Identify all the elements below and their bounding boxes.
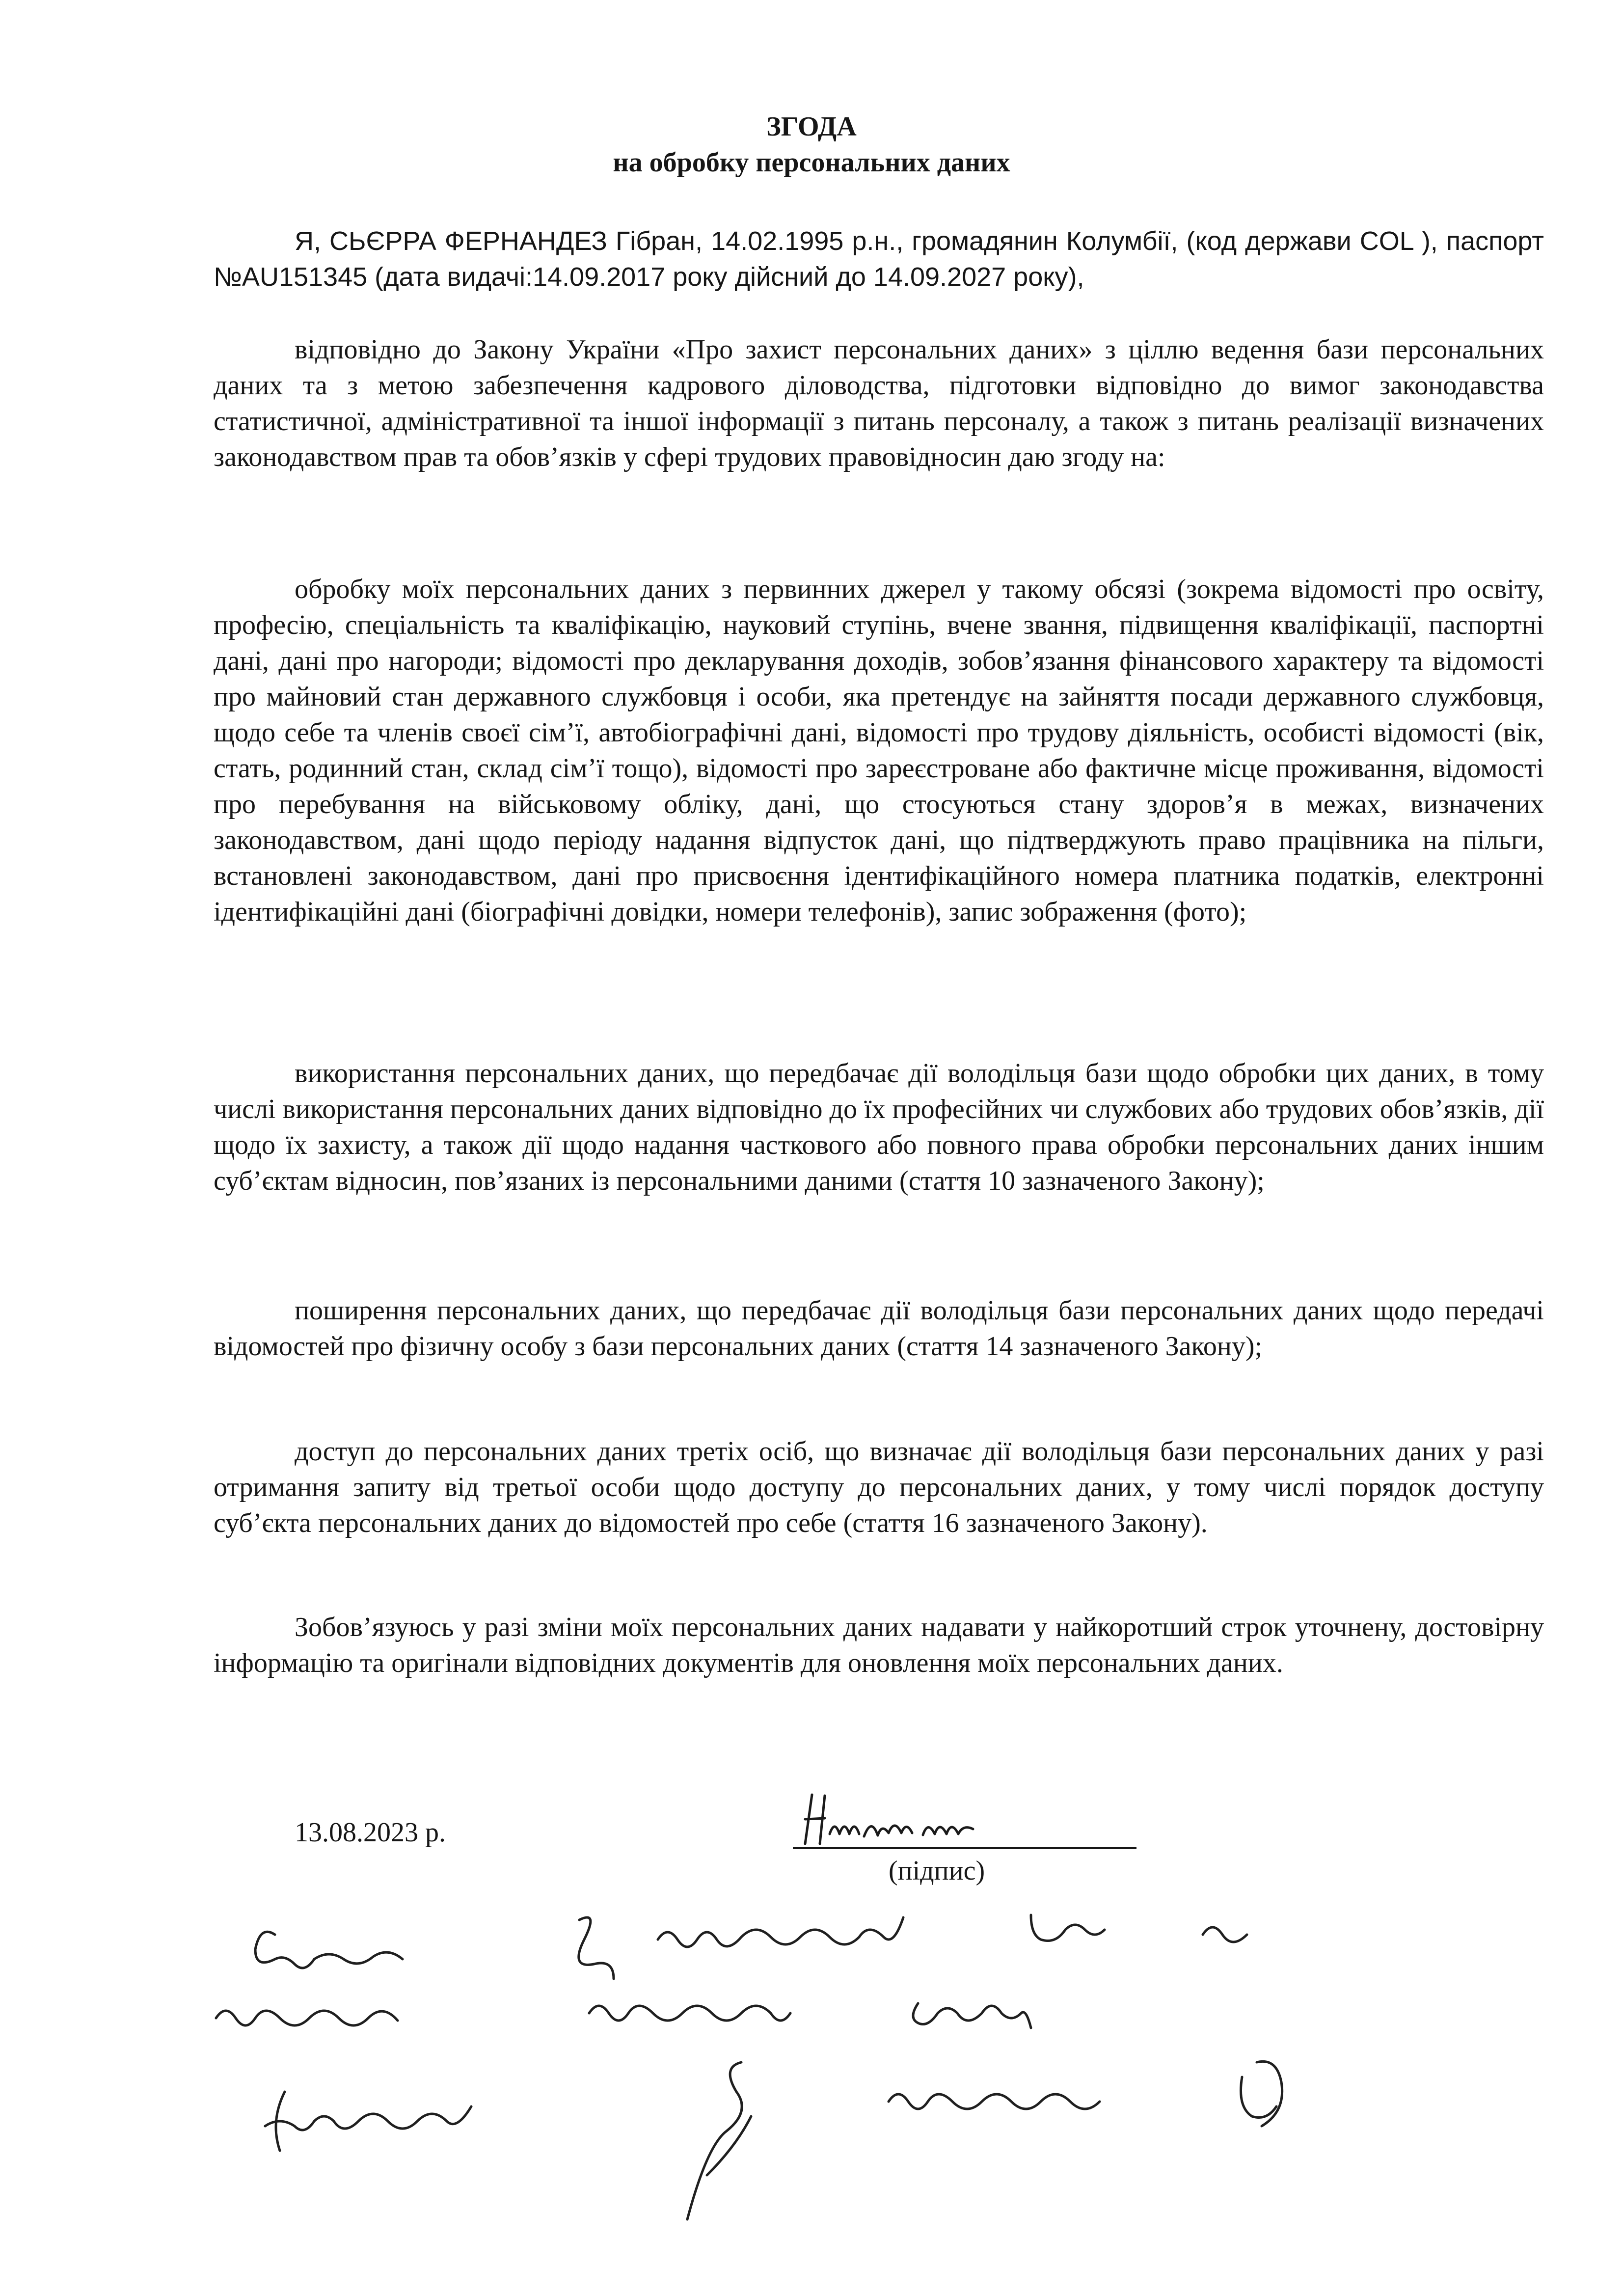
signature-caption: (підпис) xyxy=(889,1856,985,1886)
paragraph-obligation: Зобов’язуюсь у разі зміни моїх персональних даних надавати у найкоротший строк уточнену, достовірну інформацію та оригінали відповідних документів для оновлення моїх персональних даних. xyxy=(214,1612,1544,1678)
intro-paragraph: Я, СЬЄРРА ФЕРНАНДЕЗ Гібран, 14.02.1995 р.н., громадянин Колумбії, (код держави COL ), паспорт №AU151345 (дата видачі:14.09.2017 року дійсний до 14.09.2027 року), xyxy=(214,226,1544,292)
paragraph-law-basis: відповідно до Закону України «Про захист персональних даних» з ціллю ведення бази персональних даних та з метою забезпечення кадрового діловодства, підготовки відповідно до вимог законодавства статистичної, адміністративної та іншої інформації з питань персоналу, а також з питань реалізації визначених законодавством прав та обов’язків у сфері трудових правовідносин даю згоду на: xyxy=(214,334,1544,472)
document-title: ЗГОДА xyxy=(766,111,857,142)
document-date: 13.08.2023 р. xyxy=(295,1817,446,1848)
signature-line xyxy=(793,1847,1136,1849)
document-subtitle: на обробку персональних даних xyxy=(613,147,1010,178)
paragraph-access: доступ до персональних даних третіх осіб, що визначає дії володільця бази персональних даних у разі отримання запиту від третьої особи щодо доступу до персональних даних, у тому числі порядок доступу суб’єкта персональних даних до відомостей про себе (стаття 16 зазначеного Закону). xyxy=(214,1436,1544,1538)
handwritten-translator-note xyxy=(0,1900,1623,2254)
paragraph-dissemination: поширення персональних даних, що передбачає дії володільця бази персональних даних щодо передачі відомостей про фізичну особу з бази персональних даних (стаття 14 зазначеного Закону); xyxy=(214,1295,1544,1362)
paragraph-processing: обробку моїх персональних даних з первинних джерел у такому обсязі (зокрема відомості про освіту, професію, спеціальність та кваліфікацію, науковий ступінь, вчене звання, підвищення кваліфікації, паспортні дані, дані про нагороди; відомості про декларування доходів, зобов’язання фінансового характеру та відомості про майновий стан державного службовця і особи, яка претендує на зайняття посади державного службовця, щодо себе та членів своєї сім’ї, автобіографічні дані, відомості про трудову діяльність, особисті відомості (вік, стать, родинний стан, склад сім’ї тощо), відомості про зареєстроване або фактичне місце проживання, відомості про перебування на військовому обліку, дані, що стосуються стану здоров’я в межах, визначених законодавством, дані щодо періоду надання відпусток дані, що підтверджують право працівника на пільги, встановлені законодавством, дані про присвоєння ідентифікаційного номера платника податків, електронні ідентифікаційні дані (біографічні довідки, номери телефонів), запис зображення (фото); xyxy=(214,574,1544,927)
paragraph-usage: використання персональних даних, що передбачає дії володільця бази щодо обробки цих даних, в тому числі використання персональних даних відповідно до їх професійних чи службових або трудових обов’язків, дії щодо їх захисту, а також дії щодо надання часткового або повного права обробки персональних даних іншим суб’єктам відносин, пов’язаних із персональними даними (стаття 10 зазначеного Закону); xyxy=(214,1058,1544,1196)
signature-image xyxy=(795,1790,1001,1849)
